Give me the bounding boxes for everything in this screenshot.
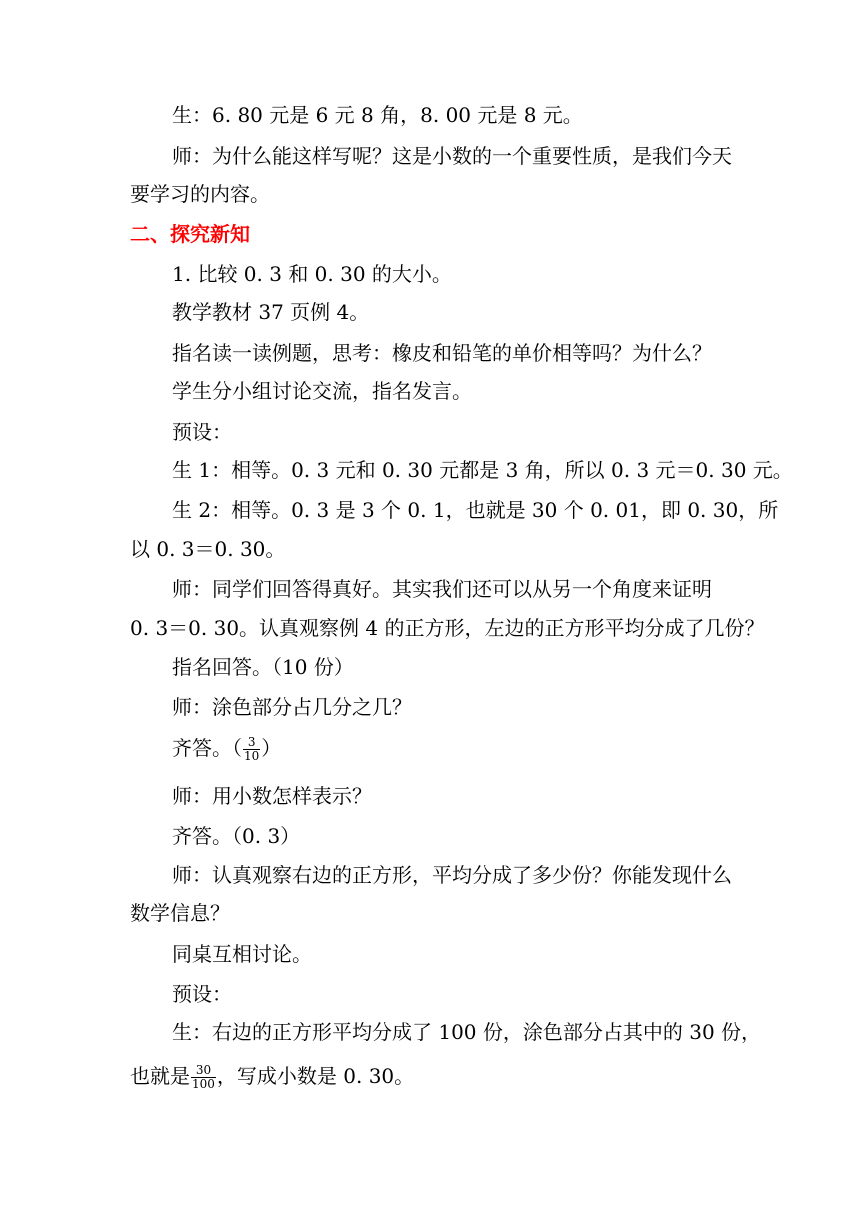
paragraph-line: 生 2：相等。0. 3 是 3 个 0. 1，也就是 30 个 0. 01，即 0. 30，所 [172,498,779,522]
paragraph-line: 预设： [172,420,232,444]
paragraph-line: 师：用小数怎样表示？ [172,784,372,808]
paragraph-line: 齐答。（0. 3） [172,824,301,848]
paragraph-line: 教学教材 37 页例 4。 [172,300,370,324]
answer-prefix: 齐答。 [172,736,232,760]
paragraph-line: 要学习的内容。 [130,182,270,206]
paragraph-line: 生：右边的正方形平均分成了 100 份，涂色部分占其中的 30 份， [172,1020,762,1044]
line-suffix: ，写成小数是 0. 30。 [216,1064,415,1088]
fraction-decimal-line [130,1062,414,1090]
fraction-denominator: 10 [244,749,260,763]
line-prefix: 也就是 [130,1064,190,1088]
close-paren: ） [261,736,282,760]
paragraph-line: 指名读一读例题，思考：橡皮和铅笔的单价相等吗？为什么？ [172,341,712,365]
paragraph-line: 师：为什么能这样写呢？这是小数的一个重要性质，是我们今天 [172,144,732,168]
paragraph-line: 以 0. 3＝0. 30。 [130,537,286,561]
fraction [191,1064,216,1091]
paragraph-line: 生 1：相等。0. 3 元和 0. 30 元都是 3 角，所以 0. 3 元＝0. 30 元。 [172,458,793,482]
paragraph-line: 预设： [172,982,232,1006]
open-paren: （ [232,736,242,760]
fraction-denominator: 100 [192,1077,215,1091]
section-heading: 二、探究新知 [130,222,250,246]
paragraph-line: 指名回答。（10 份） [172,655,354,679]
paragraph-line: 学生分小组讨论交流，指名发言。 [172,379,472,403]
paragraph-line: 0. 3＝0. 30。认真观察例 4 的正方形，左边的正方形平均分成了几份？ [130,616,765,640]
paragraph-line: 师：认真观察右边的正方形，平均分成了多少份？你能发现什么 [172,863,732,887]
fraction [243,736,260,763]
paragraph-line: 数学信息？ [130,901,230,925]
paragraph-line: 师：涂色部分占几分之几？ [172,695,412,719]
paragraph-line: 同桌互相讨论。 [172,942,312,966]
fraction-numerator: 3 [243,736,260,750]
paragraph-line: 1. 比较 0. 3 和 0. 30 的大小。 [172,262,452,286]
paragraph-line: 生：6. 80 元是 6 元 8 角，8. 00 元是 8 元。 [172,103,583,127]
paragraph-line: 师：同学们回答得真好。其实我们还可以从另一个角度来证明 [172,577,712,601]
fraction-numerator: 30 [191,1064,216,1078]
fraction-answer-line [172,734,281,762]
